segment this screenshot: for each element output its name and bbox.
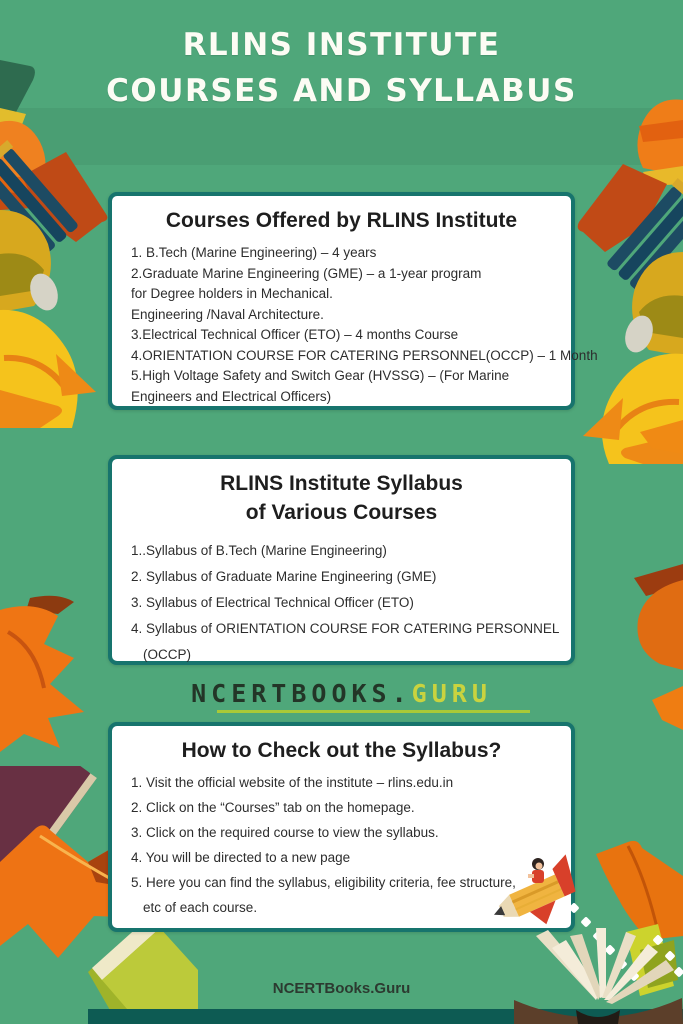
list-item: etc of each course. [143,900,258,915]
syllabus-heading-line2: of Various Courses [245,501,438,524]
list-item: 3. Click on the required course to view the syllabus. [131,825,439,840]
open-book-and-pencil-rocket-illustration [478,840,683,1024]
list-item: 3. Syllabus of Electrical Technical Officer (ETO) [131,595,414,610]
list-item: 2.Graduate Marine Engineering (GME) – a 1-year program [131,265,482,281]
list-item: Engineering /Naval Architecture. [131,306,324,322]
list-item: (OCCP) [143,647,191,662]
list-item: 4. Syllabus of ORIENTATION COURSE FOR CATERING PERSONNEL [131,621,560,636]
list-item: 5.High Voltage Safety and Switch Gear (HVSSG) – (For Marine [131,368,510,383]
courses-offered-list [112,243,598,407]
list-item: for Degree holders in Mechanical. [131,286,333,301]
list-item: 2. Syllabus of Graduate Marine Engineering (GME) [131,569,437,584]
poster-title [0,22,683,114]
list-item: 4.ORIENTATION COURSE FOR CATERING PERSONNEL(OCCP) – 1 Month [131,347,598,363]
list-item: 4. You will be directed to a new page [131,850,351,865]
poster-title-line1: RLINS INSTITUTE [182,27,501,63]
watermark-underline [217,710,530,713]
watermark-suffix: GURU [411,679,492,708]
syllabus-heading [126,469,557,527]
list-item: 1. B.Tech (Marine Engineering) – 4 years [131,245,377,260]
syllabus-card [108,455,575,665]
how-to-check-heading: How to Check out the Syllabus? [181,739,502,762]
poster-title-line2: COURSES AND SYLLABUS [106,73,577,109]
list-item: 5. Here you can find the syllabus, eligibility criteria, fee structure, [131,875,516,890]
syllabus-list [112,541,571,666]
watermark-prefix: NCERTBOOKS. [191,679,412,708]
courses-offered-card [108,192,598,410]
autumn-leaves-pencils-top-right-illustration [567,92,683,464]
list-item: 1..Syllabus of B.Tech (Marine Engineering) [131,543,387,558]
pencil-rocket-icon [483,854,588,942]
list-item: 1. Visit the official website of the institute – rlins.edu.in [131,775,454,790]
list-item: Engineers and Electrical Officers) [131,388,332,404]
list-item: 2. Click on the “Courses” tab on the homepage. [131,800,415,815]
footer-site-name: NCERTBooks.Guru [272,980,411,997]
syllabus-heading-line1: RLINS Institute Syllabus [220,472,463,495]
autumn-leaf-right-middle-illustration [592,420,683,830]
courses-offered-heading: Courses Offered by RLINS Institute [165,209,518,232]
list-item: 3.Electrical Technical Officer (ETO) – 4 months Course [131,327,459,342]
ncertbooks-guru-watermark [0,679,683,708]
rider-icon [528,858,544,883]
green-book-icon [88,916,198,1024]
